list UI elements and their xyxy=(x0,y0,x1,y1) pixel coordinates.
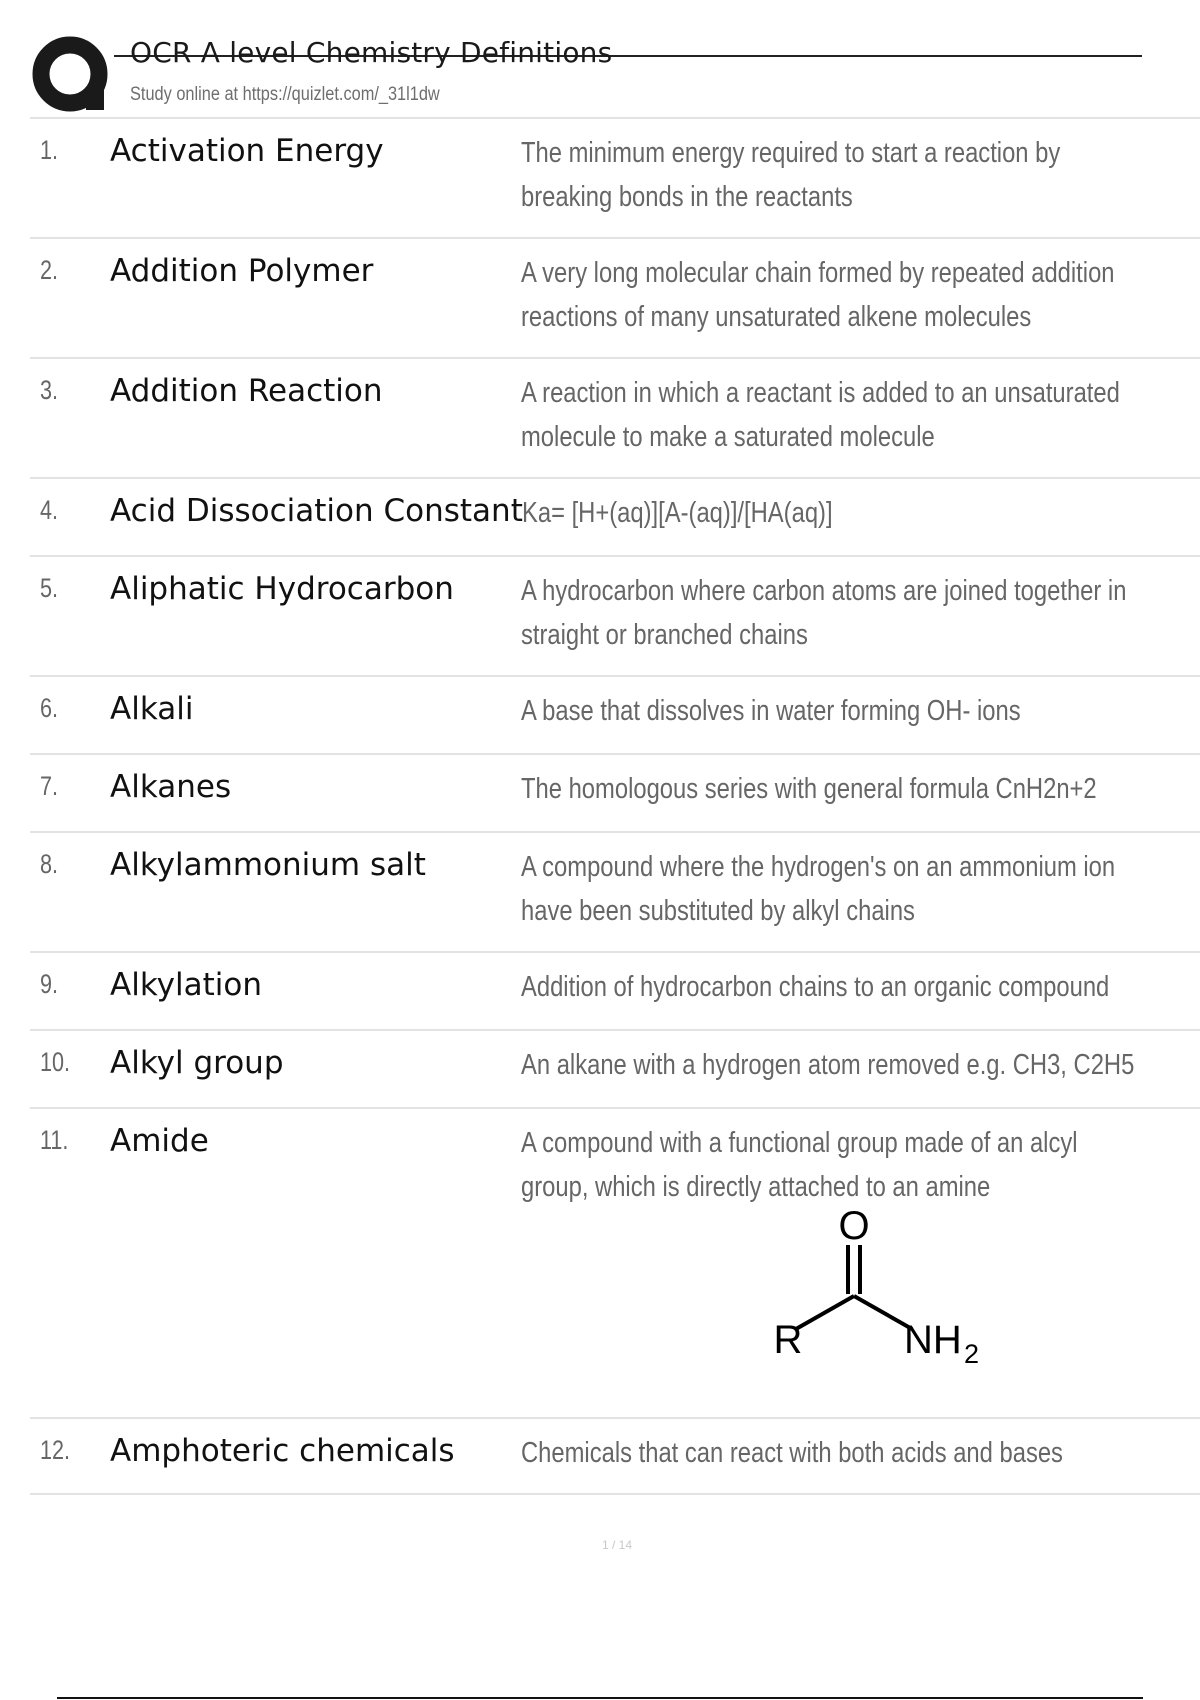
term-number: 11. xyxy=(40,1125,69,1155)
amine-subscript: 2 xyxy=(964,1339,980,1369)
term-number: 7. xyxy=(40,771,59,801)
term-definition: A compound with a functional group made of an alcyl group, which is directly attached to an amine xyxy=(521,1127,1078,1203)
term-number: 12. xyxy=(40,1435,71,1465)
term-definition: Addition of hydrocarbon chains to an organic compound xyxy=(521,971,1110,1003)
term-row xyxy=(30,831,1200,951)
term-definition: A reaction in which a reactant is added to an unsaturated molecule to make a saturated molecule xyxy=(521,377,1120,453)
term-name: Amide xyxy=(110,1123,209,1159)
term-number: 9. xyxy=(40,969,59,999)
term-row xyxy=(30,1417,1200,1495)
oxygen-atom-label: O xyxy=(838,1204,870,1248)
r-group-label: R xyxy=(773,1318,803,1362)
term-name: Alkali xyxy=(110,691,194,727)
term-name: Alkylammonium salt xyxy=(110,847,426,883)
quizlet-logo-icon xyxy=(30,32,114,116)
term-definition: A compound where the hydrogen's on an ammonium ion have been substituted by alkyl chains xyxy=(521,851,1116,927)
term-name: Amphoteric chemicals xyxy=(110,1433,455,1469)
term-definition: Ka= [H+(aq)][A-(aq)]/[HA(aq)] xyxy=(522,497,833,529)
document-header xyxy=(30,28,1142,118)
term-row xyxy=(30,357,1200,477)
term-row xyxy=(30,555,1200,675)
amine-group-label: NH xyxy=(904,1318,962,1362)
document-title: OCR A level Chemistry Definitions xyxy=(130,36,613,69)
term-name: Acid Dissociation Constant xyxy=(110,493,523,529)
term-row xyxy=(30,237,1200,357)
bottom-rule xyxy=(57,1697,1143,1699)
page-number: 1 / 14 xyxy=(601,1538,633,1552)
term-number: 1. xyxy=(40,135,59,165)
term-definition: The homologous series with general formula CnH2n+2 xyxy=(521,773,1097,805)
term-name: Alkyl group xyxy=(110,1045,284,1081)
term-number: 10. xyxy=(40,1047,71,1077)
term-row xyxy=(30,753,1200,831)
term-definition: An alkane with a hydrogen atom removed e.g. CH3, C2H5 xyxy=(521,1049,1135,1081)
term-row xyxy=(30,951,1200,1029)
term-number: 2. xyxy=(40,255,59,285)
document-subtitle: Study online at https://quizlet.com/_31l1dw xyxy=(130,84,440,105)
term-definition: Chemicals that can react with both acids and bases xyxy=(521,1437,1063,1469)
term-definition: The minimum energy required to start a reaction by breaking bonds in the reactants xyxy=(521,137,1061,213)
term-definition: A base that dissolves in water forming OH- ions xyxy=(521,695,1021,727)
term-name: Addition Reaction xyxy=(110,373,383,409)
term-name: Alkanes xyxy=(110,769,232,805)
term-number: 6. xyxy=(40,693,59,723)
term-definition: A hydrocarbon where carbon atoms are joined together in straight or branched chains xyxy=(521,575,1127,651)
amide-structure-diagram xyxy=(768,1201,998,1371)
term-name: Addition Polymer xyxy=(110,253,374,289)
term-definition: A very long molecular chain formed by repeated addition reactions of many unsaturated alkene molecules xyxy=(521,257,1115,333)
term-number: 5. xyxy=(40,573,59,603)
term-number: 3. xyxy=(40,375,59,405)
term-row xyxy=(30,1107,1200,1417)
term-name: Activation Energy xyxy=(110,133,384,169)
term-name: Alkylation xyxy=(110,967,263,1003)
term-number: 8. xyxy=(40,849,59,879)
term-row xyxy=(30,1029,1200,1107)
terms-list xyxy=(30,117,1200,1495)
term-row xyxy=(30,675,1200,753)
term-name: Aliphatic Hydrocarbon xyxy=(110,571,454,607)
term-row xyxy=(30,477,1200,555)
term-row xyxy=(30,117,1200,237)
term-number: 4. xyxy=(40,495,59,525)
